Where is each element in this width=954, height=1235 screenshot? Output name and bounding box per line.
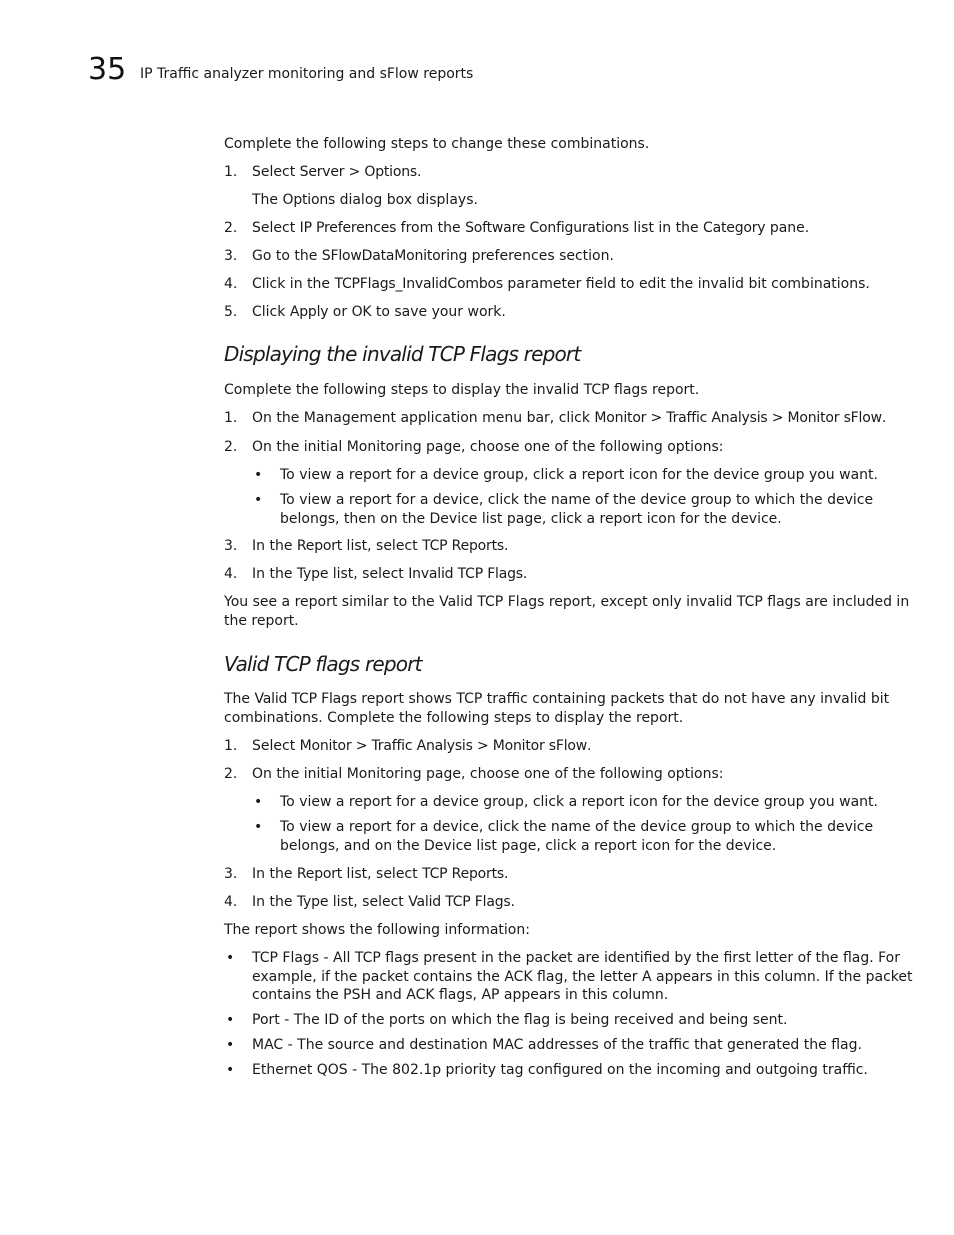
- step-number: 3.: [224, 538, 238, 554]
- bullet-text: Port - The ID of the ports on which the flag is being received and being sent.: [252, 1012, 788, 1028]
- bullet-text: MAC - The source and destination MAC addresses of the traffic that generated the flag.: [252, 1037, 862, 1053]
- step-number: 2.: [224, 766, 238, 782]
- bullet-text: To view a report for a device group, click a report icon for the device group you want.: [280, 794, 878, 810]
- bullet-icon: •: [226, 950, 235, 966]
- step-text: In the Report list, select TCP Reports.: [252, 538, 509, 554]
- step-number: 3.: [224, 248, 238, 264]
- step-text: Go to the SFlowDataMonitoring preferences section.: [252, 248, 614, 264]
- step-number: 3.: [224, 866, 238, 882]
- step-text: In the Report list, select TCP Reports.: [252, 866, 509, 882]
- step-number: 1.: [224, 410, 238, 426]
- step-number: 4.: [224, 276, 238, 292]
- bullet-icon: •: [254, 794, 263, 810]
- bullet-icon: •: [226, 1062, 235, 1078]
- bullet-icon: •: [254, 819, 263, 835]
- step-text: In the Type list, select Invalid TCP Flags.: [252, 566, 528, 582]
- chapter-number: 35: [88, 52, 127, 87]
- bullet-text: belongs, then on the Device list page, click a report icon for the device.: [280, 510, 782, 527]
- bullet-text: Ethernet QOS - The 802.1p priority tag configured on the incoming and outgoing traffic.: [252, 1062, 868, 1078]
- bullet-text: To view a report for a device, click the name of the device group to which the device: [280, 819, 874, 835]
- step-number: 2.: [224, 439, 238, 455]
- section1-intro: Complete the following steps to display the invalid TCP flags report.: [224, 382, 700, 398]
- chapter-title: IP Traffic analyzer monitoring and sFlow reports: [140, 66, 474, 82]
- intro-text: Complete the following steps to change these combinations.: [224, 136, 650, 152]
- bullet-text: example, if the packet contains the ACK flag, the letter A appears in this column. If the packet: [252, 968, 913, 985]
- bullet-icon: •: [226, 1037, 235, 1053]
- section2-intro-line2: combinations. Complete the following steps to display the report.: [224, 710, 684, 726]
- step-text: Select Server > Options.: [252, 164, 422, 180]
- section2-shows: The report shows the following information:: [224, 922, 530, 938]
- bullet-text: contains the PSH and ACK flags, AP appears in this column.: [252, 987, 669, 1003]
- bullet-text: To view a report for a device group, click a report icon for the device group you want.: [280, 467, 878, 483]
- bullet-text: To view a report for a device, click the name of the device group to which the device: [280, 492, 874, 508]
- bullet-text: belongs, and on the Device list page, click a report icon for the device.: [280, 837, 777, 854]
- step-text: On the initial Monitoring page, choose one of the following options:: [252, 439, 724, 455]
- bullet-icon: •: [226, 1012, 235, 1028]
- section-heading-invalid-tcp-flags: Displaying the invalid TCP Flags report: [224, 342, 581, 366]
- step-text: In the Type list, select Valid TCP Flags.: [252, 894, 515, 910]
- step-text: Click Apply or OK to save your work.: [252, 304, 506, 320]
- step-number: 4.: [224, 894, 238, 910]
- section-heading-valid-tcp-flags: Valid TCP flags report: [224, 652, 422, 676]
- bullet-icon: •: [254, 467, 263, 483]
- step-text: The Options dialog box displays.: [252, 192, 478, 208]
- section2-intro-line1: The Valid TCP Flags report shows TCP traffic containing packets that do not have any invalid bit: [224, 691, 890, 707]
- step-text: Select Monitor > Traffic Analysis > Monitor sFlow.: [252, 738, 592, 754]
- step-number: 4.: [224, 566, 238, 582]
- step-number: 1.: [224, 164, 238, 180]
- section1-closing-line1: You see a report similar to the Valid TCP Flags report, except only invalid TCP flags are included in: [224, 594, 910, 610]
- step-number: 1.: [224, 738, 238, 754]
- section1-closing-line2: the report.: [224, 613, 299, 629]
- step-number: 2.: [224, 220, 238, 236]
- bullet-text: TCP Flags - All TCP flags present in the packet are identified by the first letter of the flag. For: [252, 950, 901, 966]
- step-text: Select IP Preferences from the Software Configurations list in the Category pane.: [252, 220, 810, 236]
- step-number: 5.: [224, 304, 238, 320]
- bullet-icon: •: [254, 492, 263, 508]
- step-text: On the Management application menu bar, click Monitor > Traffic Analysis > Monitor sFlow.: [252, 410, 887, 426]
- step-text: Click in the TCPFlags_InvalidCombos parameter field to edit the invalid bit combinations.: [252, 276, 870, 292]
- step-text: On the initial Monitoring page, choose one of the following options:: [252, 766, 724, 782]
